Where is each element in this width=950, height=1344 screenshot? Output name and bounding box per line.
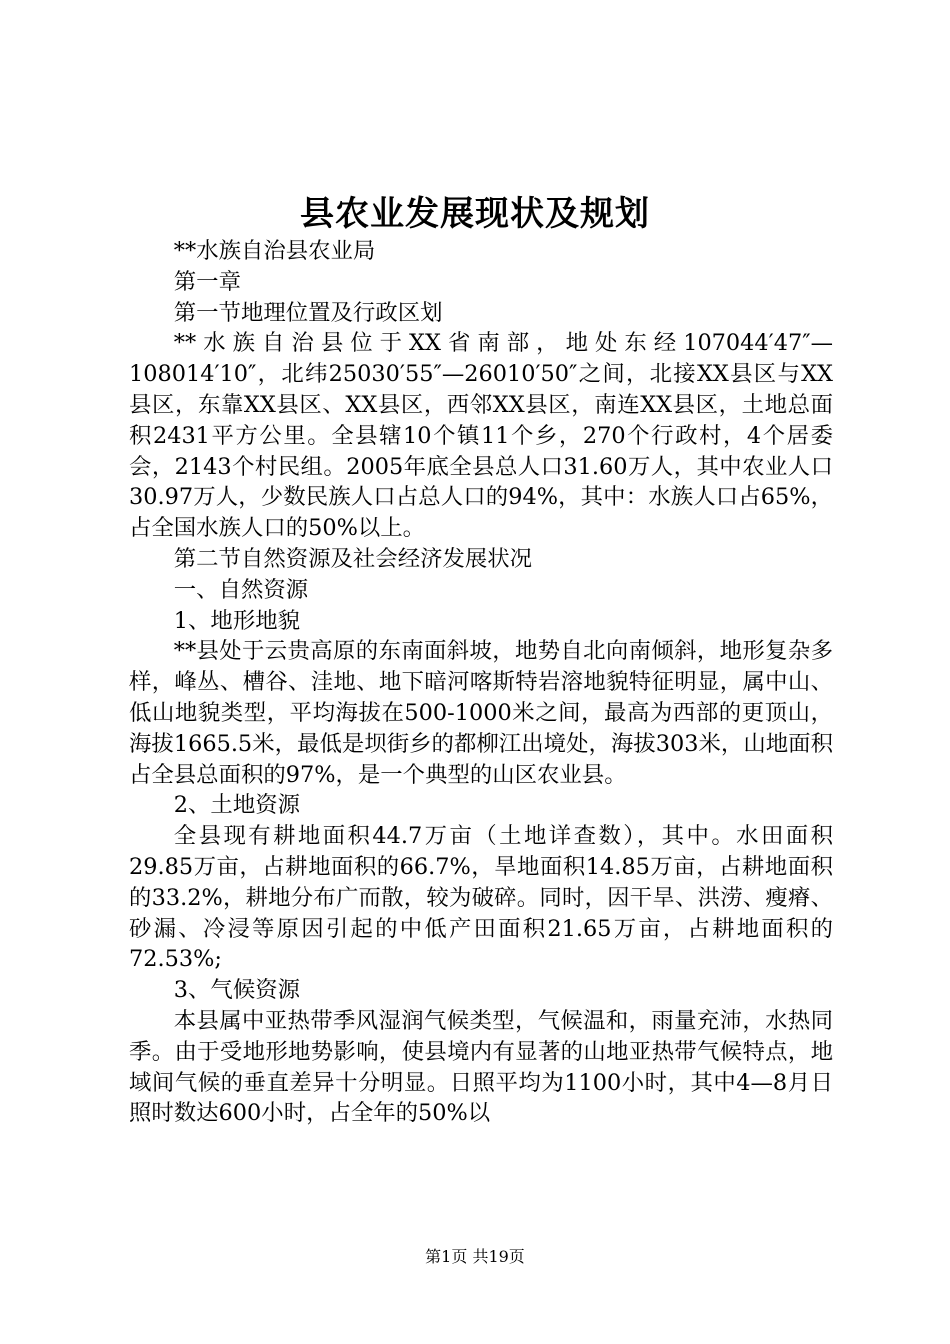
paragraph-land: 全县现有耕地面积44.7万亩（土地详查数），其中。水田面积29.85万亩，占耕地面积的66.7%，旱地面积14.85万亩，占耕地面积的33.2%，耕地分布广而散，较为破碎。同时，因干旱、洪涝、瘦瘠、砂漏、冷浸等原因引起的中低产田面积21.65万亩，占耕地面积的72.53%;: [129, 823, 833, 973]
paragraph-location: **水族自治县位于XX省南部，地处东经107044′47″—108014′10″，北纬25030′55″—26010′50″之间，北接XX县区与XX县区，东靠XX县区、XX县区，西邻XX县区，南连XX县区，土地总面积2431平方公里。全县辖10个镇11个乡，270个行政村，4个居委会，2143个村民组。2005年底全县总人口31.60万人，其中农业人口30.97万人，少数民族人口占总人口的94%，其中：水族人口占65%，占全国水族人口的50%以上。: [129, 330, 833, 542]
document-title: 县农业发展现状及规划: [300, 194, 650, 234]
paragraph-section-2-heading: 第二节自然资源及社会经济发展状况: [173, 545, 533, 572]
paragraph-terrain-heading: 1、地形地貌: [173, 607, 300, 634]
page-footer: 第1页 共19页: [425, 1247, 525, 1266]
paragraph-climate: 本县属中亚热带季风湿润气候类型，气候温和，雨量充沛，水热同季。由于受地形地势影响，使县境内有显著的山地亚热带气候特点，地域间气候的垂直差异十分明显。日照平均为1100小时，其中4—8月日照时数达600小时，占全年的50%以: [129, 1007, 833, 1127]
paragraph-chapter: 第一章: [173, 268, 241, 295]
document-body: [129, 236, 833, 1129]
paragraph-terrain: **县处于云贵高原的东南面斜坡，地势自北向南倾斜，地形复杂多样，峰丛、槽谷、洼地、地下暗河喀斯特岩溶地貌特征明显，属中山、低山地貌类型，平均海拔在500-1000米之间，最高为西部的更顶山，海拔1665.5米，最低是坝街乡的都柳江出境处，海拔303米，山地面积占全县总面积的97%，是一个典型的山区农业县。: [129, 638, 833, 788]
paragraph-climate-heading: 3、气候资源: [173, 977, 300, 1004]
paragraph-natural-resources-heading: 一、自然资源: [173, 576, 309, 603]
paragraph-land-heading: 2、土地资源: [173, 792, 300, 819]
paragraph-section-1-heading: 第一节地理位置及行政区划: [173, 299, 443, 326]
paragraph-author: **水族自治县农业局: [173, 238, 376, 264]
